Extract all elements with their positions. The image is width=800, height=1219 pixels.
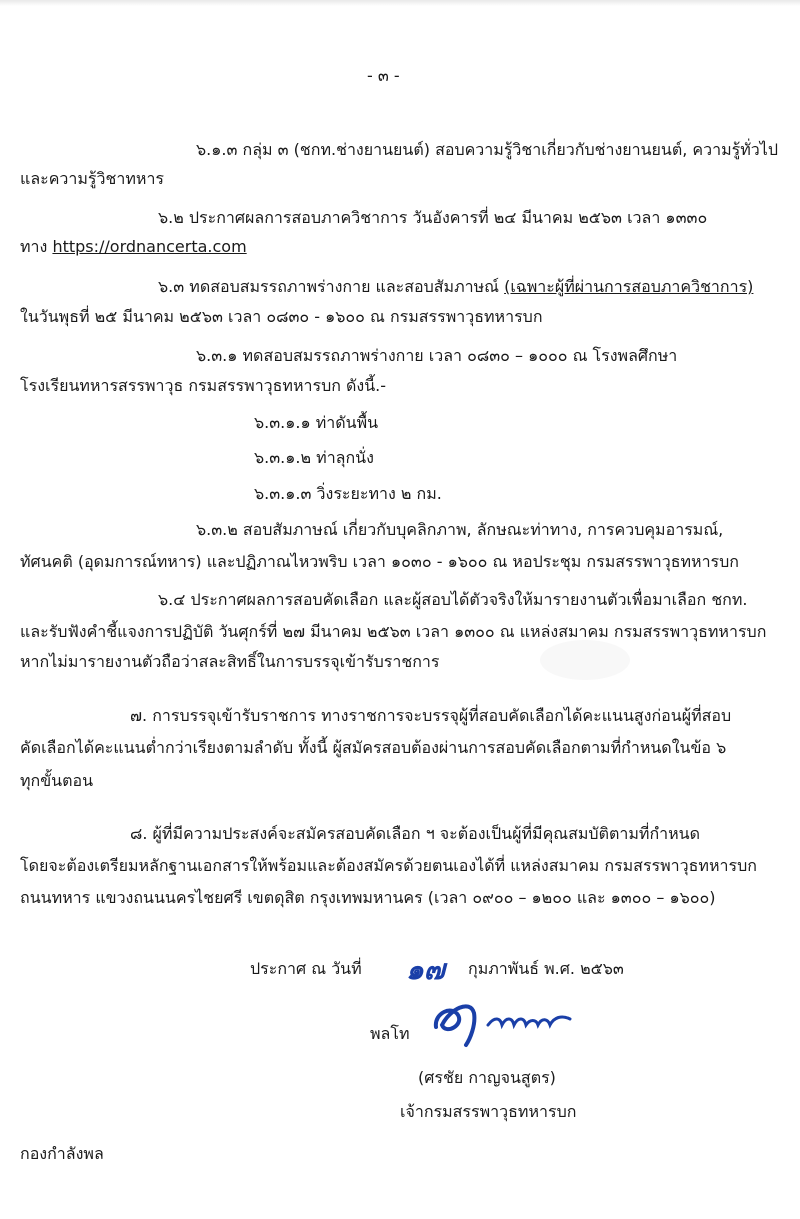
clause-6-4-cont: และรับฟังคำชี้แจงการปฏิบัติ วันศุกร์ที่ ๒๗ มีนาคม ๒๕๖๓ เวลา ๑๓๐๐ ณ แหล่งสมาคม กรมสรรพาวุธทหารบก xyxy=(20,622,767,641)
signer-position: เจ้ากรมสรรพาวุธทหารบก xyxy=(400,1102,577,1121)
handwritten-signature xyxy=(430,995,590,1050)
clause-6-3 xyxy=(158,276,753,298)
clause-6-4: ๖.๔ ประกาศผลการสอบคัดเลือก และผู้สอบได้ตัวจริงให้มารายงานตัวเพื่อมาเลือก ชกท. xyxy=(158,590,748,609)
clause-6-3-2-cont: ทัศนคติ (อุดมการณ์ทหาร) และปฏิภาณไหวพริบ เวลา ๑๐๓๐ - ๑๖๐๐ ณ หอประชุม กรมสรรพาวุธทหารบก xyxy=(20,552,739,571)
issuing-unit: กองกำลังพล xyxy=(20,1144,104,1163)
website-link[interactable]: https://ordnancerta.com xyxy=(52,237,247,256)
announcement-date-suffix: กุมภาพันธ์ พ.ศ. ๒๕๖๓ xyxy=(468,959,624,978)
signature-drawing xyxy=(430,995,590,1050)
clause-6-3-underlined-note: (เฉพาะผู้ที่ผ่านการสอบภาควิชาการ) xyxy=(504,277,754,296)
clause-6-2-cont xyxy=(20,236,247,258)
clause-8: ๘. ผู้ที่มีความประสงค์จะสมัครสอบคัดเลือก ฯ จะต้องเป็นผู้ที่มีคุณสมบัติตามที่กำหนด xyxy=(130,824,700,843)
clause-6-3-1-cont: โรงเรียนทหารสรรพาวุธ กรมสรรพาวุธทหารบก ดังนี้.- xyxy=(20,376,387,395)
clause-6-3-1-3: ๖.๓.๑.๓ วิ่งระยะทาง ๒ กม. xyxy=(254,484,442,503)
signer-rank: พลโท xyxy=(370,1024,410,1043)
clause-6-3-cont: ในวันพุธที่ ๒๕ มีนาคม ๒๕๖๓ เวลา ๐๘๓๐ - ๑๖๐๐ ณ กรมสรรพาวุธทหารบก xyxy=(20,307,543,326)
clause-6-3-1-2: ๖.๓.๑.๒ ท่าลุกนั่ง xyxy=(254,448,374,467)
clause-7-cont-2: ทุกขั้นตอน xyxy=(20,771,94,790)
clause-8-cont-2: ถนนทหาร แขวงถนนนครไชยศรี เขตดุสิต กรุงเทพมหานคร (เวลา ๐๙๐๐ – ๑๒๐๐ และ ๑๓๐๐ – ๑๖๐๐) xyxy=(20,888,716,907)
clause-6-3-1: ๖.๓.๑ ทดสอบสมรรถภาพร่างกาย เวลา ๐๘๓๐ – ๑๐๐๐ ณ โรงพลศึกษา xyxy=(196,346,678,365)
clause-6-3-2: ๖.๓.๒ สอบสัมภาษณ์ เกี่ยวกับบุคลิกภาพ, ลักษณะท่าทาง, การควบคุมอารมณ์, xyxy=(196,520,724,539)
clause-8-cont: โดยจะต้องเตรียมหลักฐานเอกสารให้พร้อมและต้องสมัครด้วยตนเองได้ที่ แหล่งสมาคม กรมสรรพาวุธทหารบก xyxy=(20,856,757,875)
signer-name: (ศรชัย กาญจนสูตร) xyxy=(418,1068,556,1087)
handwritten-day: ๑๗ xyxy=(406,953,445,986)
clause-6-3-1-1: ๖.๓.๑.๑ ท่าดันพื้น xyxy=(254,413,379,432)
clause-7-cont: คัดเลือกได้คะแนนต่ำกว่าเรียงตามลำดับ ทั้งนี้ ผู้สมัครสอบต้องผ่านการสอบคัดเลือกตามที่กำหนดในข้อ ๖ xyxy=(20,738,727,757)
page-number: - ๓ - xyxy=(367,66,400,85)
clause-6-2-prefix: ทาง xyxy=(20,237,53,256)
paper-smudge xyxy=(540,640,630,680)
clause-6-1-3: ๖.๑.๓ กลุ่ม ๓ (ชกท.ช่างยานยนต์) สอบความรู้วิชาเกี่ยวกับช่างยานยนต์, ความรู้ทั่วไป xyxy=(196,140,778,159)
clause-6-4-cont-2: หากไม่มารายงานตัวถือว่าสละสิทธิ์ในการบรรจุเข้ารับราชการ xyxy=(20,652,440,671)
clause-6-2: ๖.๒ ประกาศผลการสอบภาควิชาการ วันอังคารที่ ๒๔ มีนาคม ๒๕๖๓ เวลา ๑๓๓๐ xyxy=(158,208,708,227)
clause-6-3-text: ๖.๓ ทดสอบสมรรถภาพร่างกาย และสอบสัมภาษณ์ xyxy=(158,277,505,296)
announcement-date-prefix: ประกาศ ณ วันที่ xyxy=(250,959,362,978)
clause-7: ๗. การบรรจุเข้ารับราชการ ทางราชการจะบรรจุผู้ที่สอบคัดเลือกได้คะแนนสูงก่อนผู้ที่สอบ xyxy=(130,706,732,725)
clause-6-1-3-cont: และความรู้วิชาทหาร xyxy=(20,169,165,188)
scan-edge xyxy=(0,0,800,6)
